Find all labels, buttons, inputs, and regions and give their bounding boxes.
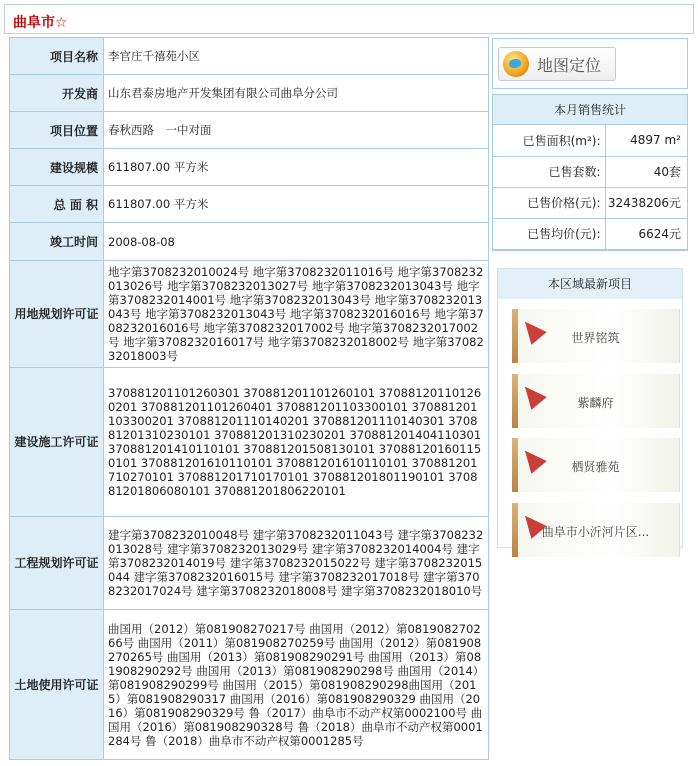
label-construction-permit: 建设施工许可证 (10, 368, 104, 517)
title-text: 曲阜市☆ (13, 15, 68, 31)
sales-value: 32438206元 (605, 187, 687, 218)
project-info-table (9, 37, 489, 760)
map-panel (492, 38, 688, 89)
label-completion: 竣工时间 (10, 223, 104, 261)
row-engineering-planning-permit (10, 517, 489, 610)
label-scale: 建设规模 (10, 149, 104, 186)
map-locate-label: 地图定位 (537, 55, 602, 75)
label-location: 项目位置 (10, 112, 104, 149)
value-scale: 611807.00 平方米 (104, 149, 489, 186)
value-land-use-permit: 曲国用（2012）第081908270217号 曲国用（2012）第081908270266号 曲国用（2011）第081908270259号 曲国用（2012）第081908270265号 曲国用（2013）第081908290291号 曲国用（2013）第0819082902​92号 曲国用（2013）第081908290298号 曲国用（2014）第081908290299号 曲国用（2015）第081908290298曲国用（2015）第081908290317 曲国用（2016）第081908290329 曲国用（2016）第081908290329号 鲁（2017）曲阜市不动产权第0002100号 曲国用（2016）第081908290328号 鲁（2018）曲阜市不动产权第0001284号 鲁（2018）曲阜市不动产权第0001285号 (104, 610, 489, 760)
row-project-name (10, 38, 489, 75)
sales-value: 40套 (605, 156, 687, 187)
value-construction-permit: 370881201101260301 370881201101260101 370881201101260201 370881201101260401 370881201103300101 370881201103300201 370881201110140201 370881201110140301 370881201310230101 370881201310230201 370881201404110301 370881201410110101 370881201508130101 370881201601150101 370881201610110101 370881201610110101 370881201710270101 370881201710170101 370881201801190101 370881201806080101 370881201806220101 (104, 368, 489, 517)
project-link[interactable] (512, 374, 680, 428)
sales-label: 已售均价(元): (493, 218, 605, 249)
sales-label: 已售套数: (493, 156, 605, 187)
area-latest-projects-panel (497, 268, 683, 548)
value-project-name: 李官庄千禧苑小区 (104, 38, 489, 75)
value-engineering-planning-permit: 建字第3708232010048号 建字第3708232011043号 建字第3708232013028号 建字第3708232013029号 建字第3708232014004号 建字第3708232014019号 建字第3708232015022号 建字第3708232015044 建字第3708232016015号 建字第3708232017018号 建字第3708232017024号 建字第3708232018008号 建字第3708232018010号 (104, 517, 489, 610)
label-engineering-planning-permit: 工程规划许可证 (10, 517, 104, 610)
row-scale (10, 149, 489, 186)
row-developer (10, 75, 489, 112)
value-completion: 2008-08-08 (104, 223, 489, 261)
project-name: 紫麟府 (577, 396, 614, 410)
globe-icon (503, 51, 529, 77)
sales-value: 4897 m² (605, 125, 687, 156)
row-construction-permit (10, 368, 489, 517)
sales-row-units (493, 156, 687, 187)
area-latest-projects-title: 本区域最新项目 (498, 269, 682, 299)
sales-label: 已售价格(元): (493, 187, 605, 218)
sales-row-area (493, 125, 687, 156)
label-developer: 开发商 (10, 75, 104, 112)
monthly-sales-table (493, 125, 687, 250)
value-developer: 山东君泰房地产开发集团有限公司曲阜分公司 (104, 75, 489, 112)
value-location: 春秋西路 一中对面 (104, 112, 489, 149)
project-link[interactable] (512, 309, 680, 363)
project-name: 世界铭筑 (571, 331, 620, 345)
label-land-planning-permit: 用地规划许可证 (10, 261, 104, 368)
sales-value: 6624元 (605, 218, 687, 249)
sales-label: 已售面积(m²): (493, 125, 605, 156)
label-total-area: 总 面 积 (10, 186, 104, 223)
row-total-area (10, 186, 489, 223)
row-land-use-permit (10, 610, 489, 760)
value-land-planning-permit: 地字第3708232010024号 地字第3708232011016号 地字第3708232013026号 地字第3708232013027号 地字第3708232013043号 地字第3708232014001号 地字第3708232013043号 地字第3708232013043号 地字第3708232013043号 地字第3708232016016号 地字第3708232016016号 地字第3708232017002号 地字第3708232017002号 地字第3708232016017号 地字第3708232018002号 地字第3708232018003号 (104, 261, 489, 368)
row-land-planning-permit (10, 261, 489, 368)
sales-row-price (493, 187, 687, 218)
row-completion (10, 223, 489, 261)
project-name: 曲阜市小沂河片区... (541, 525, 650, 539)
project-name: 栖贤雅苑 (571, 460, 620, 474)
map-locate-button[interactable] (498, 47, 616, 81)
project-link[interactable] (512, 438, 680, 492)
label-land-use-permit: 土地使用许可证 (10, 610, 104, 760)
sales-row-avg-price (493, 218, 687, 249)
page-title (4, 4, 694, 34)
value-total-area: 611807.00 平方米 (104, 186, 489, 223)
monthly-sales-title: 本月销售统计 (493, 95, 687, 125)
project-link[interactable] (512, 503, 680, 557)
label-project-name: 项目名称 (10, 38, 104, 75)
row-location (10, 112, 489, 149)
monthly-sales-panel (492, 94, 688, 251)
